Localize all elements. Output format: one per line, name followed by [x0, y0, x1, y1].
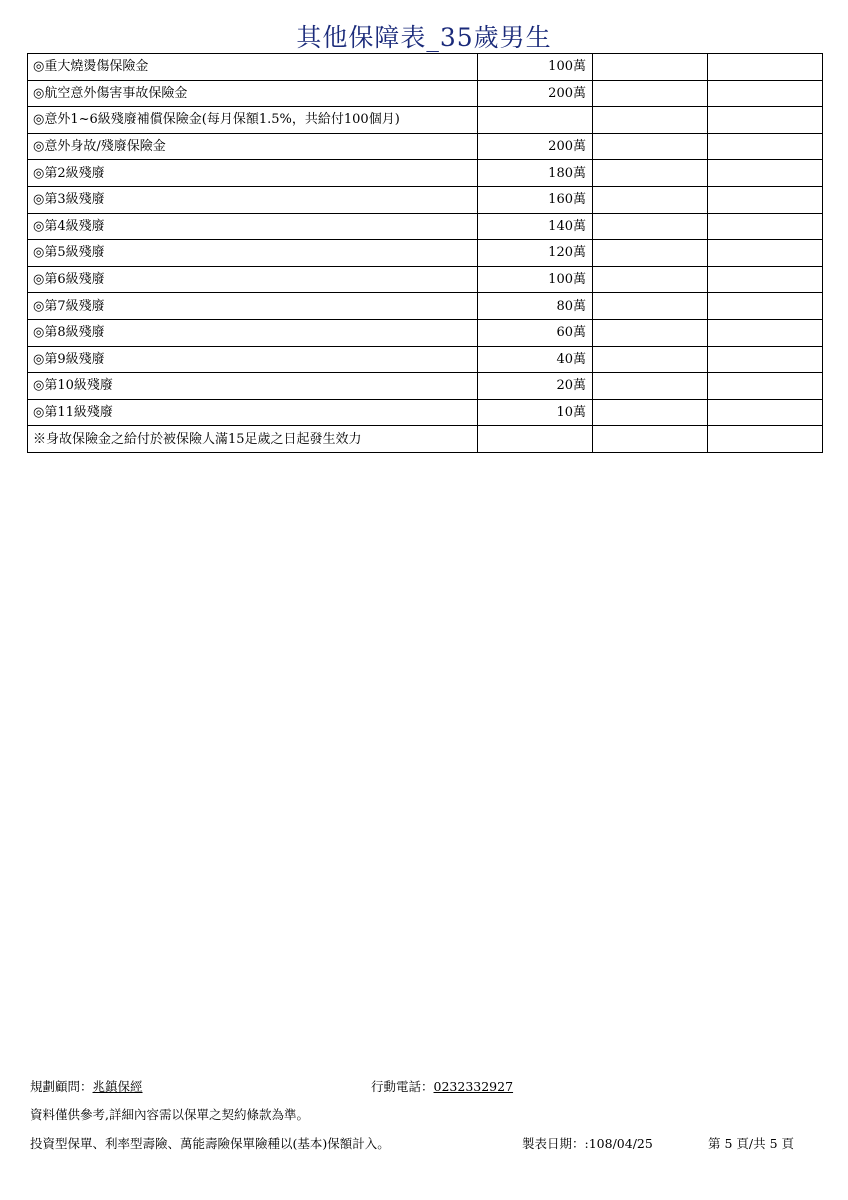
empty-cell: [593, 186, 708, 213]
row-amount: [478, 426, 593, 453]
advisor-line: [30, 1077, 143, 1095]
empty-cell: [593, 80, 708, 107]
empty-cell: [593, 293, 708, 320]
empty-cell: [708, 54, 823, 81]
table-row: [28, 399, 823, 426]
row-label: ◎第2級殘廢: [28, 160, 478, 187]
row-amount: 40萬: [478, 346, 593, 373]
row-label: ◎第9級殘廢: [28, 346, 478, 373]
empty-cell: [593, 426, 708, 453]
row-label: ◎第10級殘廢: [28, 373, 478, 400]
empty-cell: [708, 319, 823, 346]
table-row: [28, 186, 823, 213]
date-line: [522, 1134, 653, 1152]
row-amount: 10萬: [478, 399, 593, 426]
row-amount: [478, 107, 593, 134]
empty-cell: [593, 319, 708, 346]
empty-cell: [593, 107, 708, 134]
row-label: ◎第8級殘廢: [28, 319, 478, 346]
table-row: [28, 346, 823, 373]
empty-cell: [708, 346, 823, 373]
row-amount: 80萬: [478, 293, 593, 320]
date-label: 製表日期：: [522, 1136, 585, 1151]
empty-cell: [593, 240, 708, 267]
row-label: ◎航空意外傷害事故保險金: [28, 80, 478, 107]
table-row: [28, 160, 823, 187]
empty-cell: [708, 426, 823, 453]
empty-cell: [708, 186, 823, 213]
empty-cell: [593, 160, 708, 187]
row-amount: 180萬: [478, 160, 593, 187]
empty-cell: [708, 373, 823, 400]
row-label: ◎第6級殘廢: [28, 266, 478, 293]
row-amount: 120萬: [478, 240, 593, 267]
row-label: ◎第3級殘廢: [28, 186, 478, 213]
empty-cell: [708, 213, 823, 240]
phone-number: 0232332927: [433, 1079, 514, 1094]
phone-line: [371, 1077, 513, 1095]
phone-label: 行動電話：: [371, 1079, 434, 1094]
row-amount: 200萬: [478, 133, 593, 160]
disclaimer-text: 資料僅供參考,詳細內容需以保單之契約條款為準。: [30, 1107, 309, 1122]
row-label: ◎第11級殘廢: [28, 399, 478, 426]
table-row: [28, 107, 823, 134]
row-amount: 200萬: [478, 80, 593, 107]
table-row: [28, 213, 823, 240]
empty-cell: [708, 80, 823, 107]
row-label: ◎意外1~6級殘廢補償保險金(每月保額1.5%，共給付100個月): [28, 107, 478, 134]
row-label: ◎第7級殘廢: [28, 293, 478, 320]
table-row: [28, 266, 823, 293]
table-row: [28, 426, 823, 453]
empty-cell: [593, 213, 708, 240]
table-row: [28, 293, 823, 320]
empty-cell: [593, 373, 708, 400]
empty-cell: [708, 160, 823, 187]
table-row: [28, 133, 823, 160]
row-amount: 140萬: [478, 213, 593, 240]
row-amount: 100萬: [478, 266, 593, 293]
advisor-label: 規劃顧問：: [30, 1079, 93, 1094]
empty-cell: [708, 399, 823, 426]
row-label: ◎第5級殘廢: [28, 240, 478, 267]
row-label: ◎意外身故/殘廢保險金: [28, 133, 478, 160]
empty-cell: [708, 293, 823, 320]
page-title: 其他保障表_35歲男生: [296, 23, 552, 52]
table-row: [28, 373, 823, 400]
row-amount: 60萬: [478, 319, 593, 346]
empty-cell: [593, 133, 708, 160]
row-label: ◎重大燒燙傷保險金: [28, 54, 478, 81]
benefit-table: [27, 53, 823, 453]
date-value: :108/04/25: [584, 1136, 653, 1151]
row-label: ◎第4級殘廢: [28, 213, 478, 240]
table-row: [28, 80, 823, 107]
empty-cell: [593, 54, 708, 81]
benefit-table-body: [28, 54, 823, 453]
empty-cell: [593, 266, 708, 293]
row-amount: 160萬: [478, 186, 593, 213]
empty-cell: [593, 399, 708, 426]
table-row: [28, 54, 823, 81]
note-text: 投資型保單、利率型壽險、萬能壽險保單險種以(基本)保額計入。: [30, 1136, 390, 1151]
row-amount: 20萬: [478, 373, 593, 400]
advisor-name: 兆鎮保經: [92, 1079, 143, 1094]
empty-cell: [708, 240, 823, 267]
empty-cell: [593, 346, 708, 373]
empty-cell: [708, 133, 823, 160]
empty-cell: [708, 107, 823, 134]
row-label: ※身故保險金之給付於被保險人滿15足歲之日起發生效力: [28, 426, 478, 453]
table-row: [28, 240, 823, 267]
page-info: 第 5 頁/共 5 頁: [708, 1136, 795, 1151]
row-amount: 100萬: [478, 54, 593, 81]
empty-cell: [708, 266, 823, 293]
table-row: [28, 319, 823, 346]
